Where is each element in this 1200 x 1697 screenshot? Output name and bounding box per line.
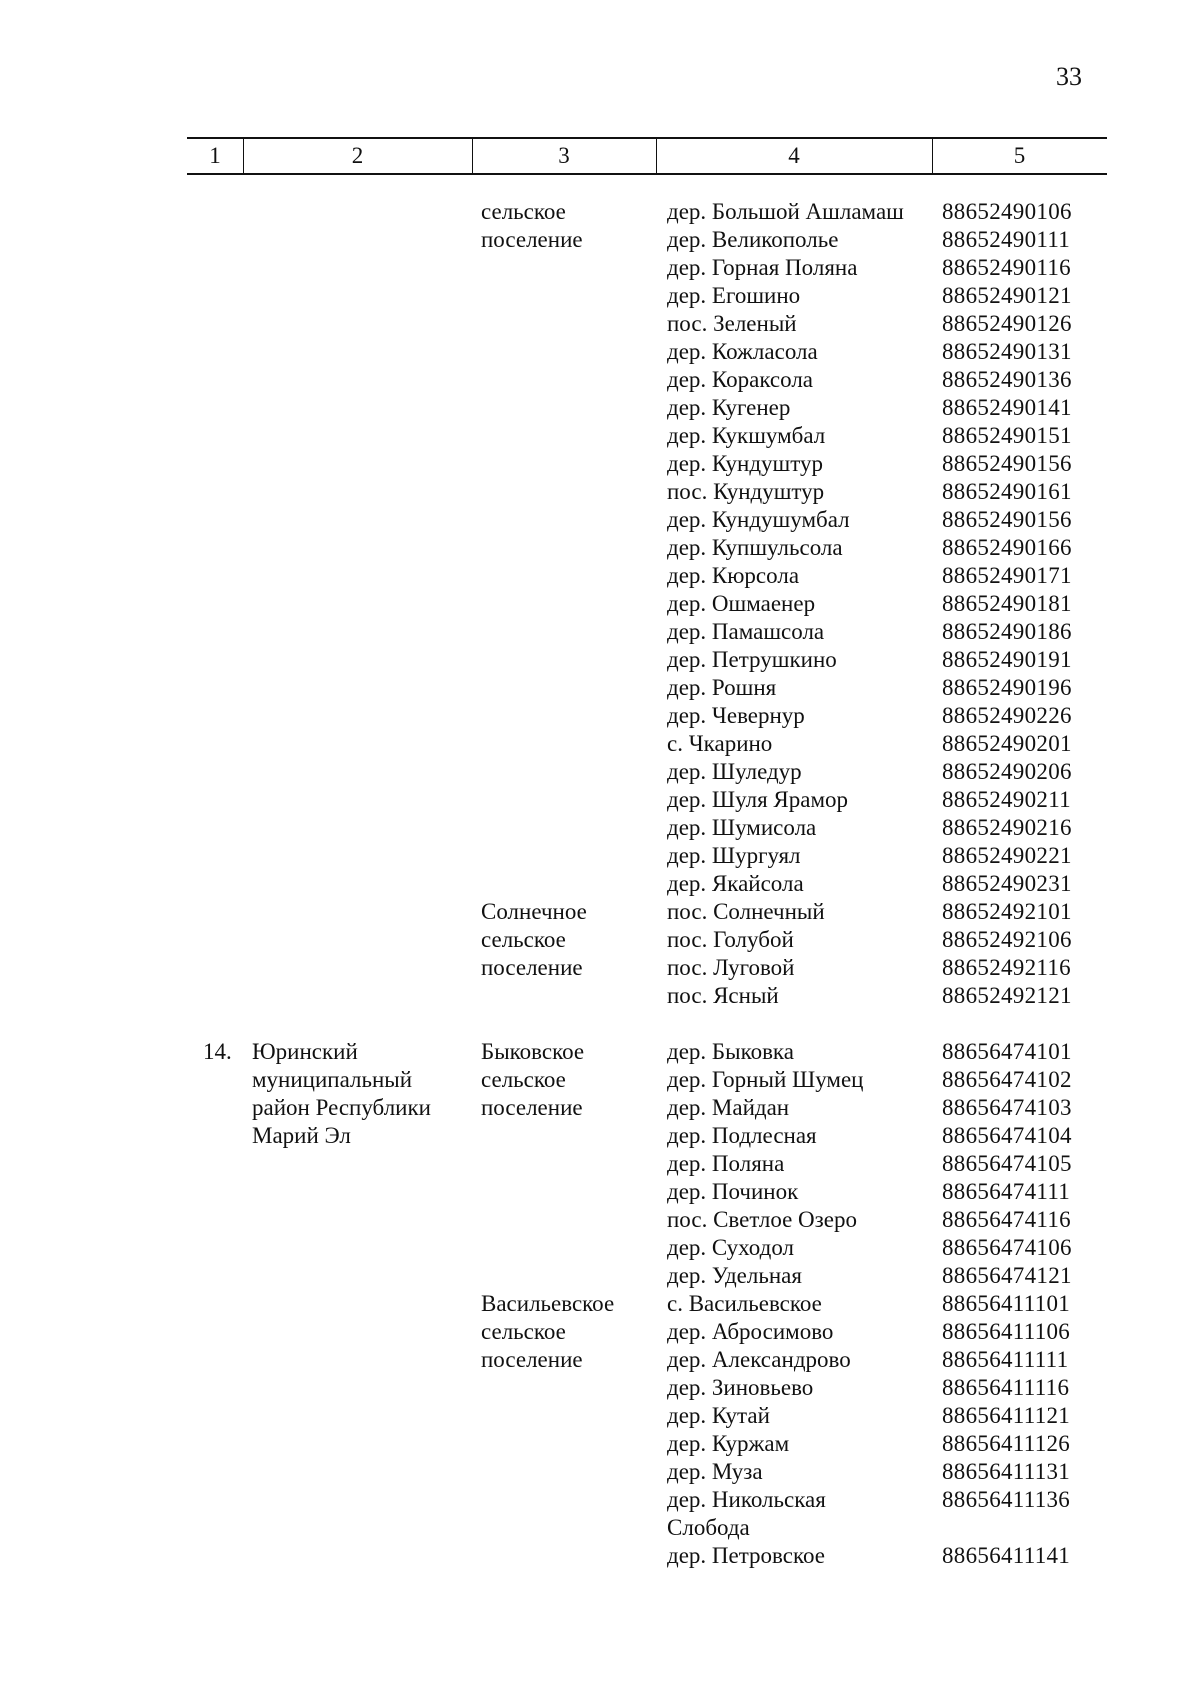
table-row xyxy=(0,814,1200,842)
table-row xyxy=(0,198,1200,226)
place-name: дер. Кундушумбал xyxy=(667,507,850,532)
okato-code: 88652490171 xyxy=(942,563,1072,588)
table-row xyxy=(0,1206,1200,1234)
okato-code: 88652490136 xyxy=(942,367,1072,392)
place-name: дер. Шургуял xyxy=(667,843,801,868)
place-name: дер. Никольская xyxy=(667,1487,826,1512)
settlement-name: поселение xyxy=(481,227,583,252)
table-row xyxy=(0,954,1200,982)
table-row xyxy=(0,394,1200,422)
place-name: дер. Горная Поляна xyxy=(667,255,858,280)
place-name: дер. Егошино xyxy=(667,283,801,308)
okato-code: 88652490211 xyxy=(942,787,1071,812)
place-name: дер. Кораксола xyxy=(667,367,814,392)
place-name: дер. Кюрсола xyxy=(667,563,800,588)
okato-code: 88652492121 xyxy=(942,983,1072,1008)
place-name: пос. Кундуштур xyxy=(667,479,825,504)
place-name: дер. Якайсола xyxy=(667,871,804,896)
table-row xyxy=(0,506,1200,534)
table-row xyxy=(0,1178,1200,1206)
place-name: дер. Кундуштур xyxy=(667,451,823,476)
okato-code: 88656474105 xyxy=(942,1151,1072,1176)
place-name: пос. Светлое Озеро xyxy=(667,1207,857,1232)
okato-code: 88656411136 xyxy=(942,1487,1071,1512)
table-row xyxy=(0,534,1200,562)
place-name: дер. Горный Шумец xyxy=(667,1067,864,1092)
table-row xyxy=(0,982,1200,1010)
place-name: дер. Александрово xyxy=(667,1347,851,1372)
settlement-name: сельское xyxy=(481,199,566,224)
table-row xyxy=(0,1346,1200,1374)
table-row xyxy=(0,730,1200,758)
table-row xyxy=(0,674,1200,702)
place-name: с. Чкарино xyxy=(667,731,773,756)
place-name: дер. Рошня xyxy=(667,675,777,700)
place-name: дер. Удельная xyxy=(667,1263,802,1288)
place-name: пос. Голубой xyxy=(667,927,794,952)
okato-code: 88656411141 xyxy=(942,1543,1071,1568)
settlement-name: сельское xyxy=(481,1067,566,1092)
table-row xyxy=(0,926,1200,954)
okato-code: 88652490111 xyxy=(942,227,1071,252)
okato-code: 88652492101 xyxy=(942,899,1072,924)
table-row xyxy=(0,226,1200,254)
okato-code: 88656474116 xyxy=(942,1207,1071,1232)
table-row xyxy=(0,590,1200,618)
table-row xyxy=(0,1150,1200,1178)
okato-code: 88652490191 xyxy=(942,647,1072,672)
settlement-name: сельское xyxy=(481,1319,566,1344)
table-row xyxy=(0,1542,1200,1570)
place-name: дер. Майдан xyxy=(667,1095,790,1120)
okato-code: 88652490206 xyxy=(942,759,1072,784)
table-row xyxy=(0,338,1200,366)
table-row xyxy=(0,1234,1200,1262)
okato-code: 88652492106 xyxy=(942,927,1072,952)
table-row xyxy=(0,842,1200,870)
okato-code: 88656411106 xyxy=(942,1319,1071,1344)
place-name: пос. Ясный xyxy=(667,983,779,1008)
district-name: Марий Эл xyxy=(252,1123,351,1148)
okato-code: 88652490231 xyxy=(942,871,1072,896)
place-name: дер. Купшульсола xyxy=(667,535,843,560)
place-name: дер. Суходол xyxy=(667,1235,795,1260)
table-body xyxy=(0,198,1200,1570)
okato-code: 88656474101 xyxy=(942,1039,1072,1064)
okato-code: 88652490216 xyxy=(942,815,1072,840)
table-row xyxy=(0,1094,1200,1122)
table-row xyxy=(0,1290,1200,1318)
okato-code: 88656474104 xyxy=(942,1123,1072,1148)
table-row xyxy=(0,562,1200,590)
okato-code: 88656411131 xyxy=(942,1459,1071,1484)
table-row xyxy=(0,1486,1200,1514)
okato-code: 88656411101 xyxy=(942,1291,1071,1316)
okato-code: 88652490126 xyxy=(942,311,1072,336)
okato-code: 88652490166 xyxy=(942,535,1072,560)
okato-code: 88656411116 xyxy=(942,1375,1070,1400)
place-name: дер. Великополье xyxy=(667,227,839,252)
place-name: дер. Куржам xyxy=(667,1431,790,1456)
okato-code: 88652492116 xyxy=(942,955,1071,980)
table-row xyxy=(0,1066,1200,1094)
place-name: дер. Шуля Ярамор xyxy=(667,787,849,812)
district-name: район Республики xyxy=(252,1095,431,1120)
place-name: пос. Луговой xyxy=(667,955,795,980)
settlement-name: сельское xyxy=(481,927,566,952)
place-name: дер. Абросимово xyxy=(667,1319,834,1344)
table-row xyxy=(0,646,1200,674)
table-row xyxy=(0,478,1200,506)
table-row xyxy=(0,1402,1200,1430)
place-name: Слобода xyxy=(667,1515,750,1540)
table-row xyxy=(0,786,1200,814)
district-block xyxy=(0,1038,1200,1570)
table-row xyxy=(0,1514,1200,1542)
place-name: дер. Поляна xyxy=(667,1151,785,1176)
settlement-name: поселение xyxy=(481,955,583,980)
header-col-2: 2 xyxy=(351,143,364,168)
district-block xyxy=(0,198,1200,1010)
table-row xyxy=(0,1038,1200,1066)
place-name: дер. Ошмаенер xyxy=(667,591,816,616)
okato-code: 88652490196 xyxy=(942,675,1072,700)
table-row xyxy=(0,1122,1200,1150)
table-row xyxy=(0,422,1200,450)
place-name: с. Васильевское xyxy=(667,1291,822,1316)
place-name: дер. Шумисола xyxy=(667,815,817,840)
district-name: Юринский xyxy=(252,1039,358,1064)
okato-code: 88656411111 xyxy=(942,1347,1069,1372)
district-name: муниципальный xyxy=(252,1067,413,1092)
row-number: 14. xyxy=(203,1039,232,1064)
table-row xyxy=(0,1430,1200,1458)
okato-code: 88652490116 xyxy=(942,255,1071,280)
okato-code: 88652490186 xyxy=(942,619,1072,644)
okato-code: 88652490161 xyxy=(942,479,1072,504)
place-name: дер. Муза xyxy=(667,1459,763,1484)
okato-code: 88652490131 xyxy=(942,339,1072,364)
place-name: дер. Чевернур xyxy=(667,703,805,728)
place-name: дер. Починок xyxy=(667,1179,799,1204)
settlement-name: Быковское xyxy=(481,1039,585,1064)
table-row xyxy=(0,898,1200,926)
place-name: пос. Зеленый xyxy=(667,311,797,336)
table-row xyxy=(0,282,1200,310)
okato-code: 88652490181 xyxy=(942,591,1072,616)
okato-code: 88652490221 xyxy=(942,843,1072,868)
okato-code: 88652490141 xyxy=(942,395,1072,420)
table-row xyxy=(0,310,1200,338)
okato-code: 88656474103 xyxy=(942,1095,1072,1120)
okato-code: 88656474106 xyxy=(942,1235,1072,1260)
place-name: дер. Памашсола xyxy=(667,619,825,644)
place-name: дер. Петровское xyxy=(667,1543,825,1568)
okato-code: 88656474102 xyxy=(942,1067,1072,1092)
table-row xyxy=(0,758,1200,786)
okato-code: 88656411121 xyxy=(942,1403,1071,1428)
okato-code: 88656474121 xyxy=(942,1263,1072,1288)
table-row xyxy=(0,1374,1200,1402)
settlement-name: поселение xyxy=(481,1347,583,1372)
table-row xyxy=(0,366,1200,394)
okato-code: 88652490151 xyxy=(942,423,1072,448)
okato-code: 88652490106 xyxy=(942,199,1072,224)
place-name: дер. Петрушкино xyxy=(667,647,837,672)
place-name: дер. Кутай xyxy=(667,1403,770,1428)
header-col-4: 4 xyxy=(788,143,800,168)
page-number: 33 xyxy=(1056,62,1082,91)
settlement-name: Васильевское xyxy=(481,1291,615,1316)
settlement-name: Солнечное xyxy=(481,899,587,924)
okato-code: 88652490156 xyxy=(942,451,1072,476)
okato-code: 88652490121 xyxy=(942,283,1072,308)
settlement-name: поселение xyxy=(481,1095,583,1120)
place-name: дер. Кукшумбал xyxy=(667,423,826,448)
header-col-5: 5 xyxy=(1013,143,1026,168)
table-row xyxy=(0,1262,1200,1290)
place-name: дер. Кожласола xyxy=(667,339,818,364)
table-row xyxy=(0,870,1200,898)
okato-code: 88656411126 xyxy=(942,1431,1071,1456)
table-row xyxy=(0,450,1200,478)
place-name: дер. Кугенер xyxy=(667,395,791,420)
table-header xyxy=(187,137,1107,175)
place-name: дер. Быковка xyxy=(667,1039,794,1064)
table-row xyxy=(0,254,1200,282)
header-col-1: 1 xyxy=(209,143,221,168)
place-name: дер. Подлесная xyxy=(667,1123,817,1148)
okato-code: 88652490156 xyxy=(942,507,1072,532)
place-name: дер. Большой Ашламаш xyxy=(667,199,904,224)
table-row xyxy=(0,1458,1200,1486)
okato-code: 88652490226 xyxy=(942,703,1072,728)
okato-code: 88656474111 xyxy=(942,1179,1071,1204)
header-col-3: 3 xyxy=(558,143,570,168)
place-name: пос. Солнечный xyxy=(667,899,825,924)
place-name: дер. Шуледур xyxy=(667,759,802,784)
place-name: дер. Зиновьево xyxy=(667,1375,814,1400)
block-gap xyxy=(0,1010,1200,1038)
table-row xyxy=(0,618,1200,646)
okato-code: 88652490201 xyxy=(942,731,1072,756)
table-row xyxy=(0,1318,1200,1346)
table-row xyxy=(0,702,1200,730)
